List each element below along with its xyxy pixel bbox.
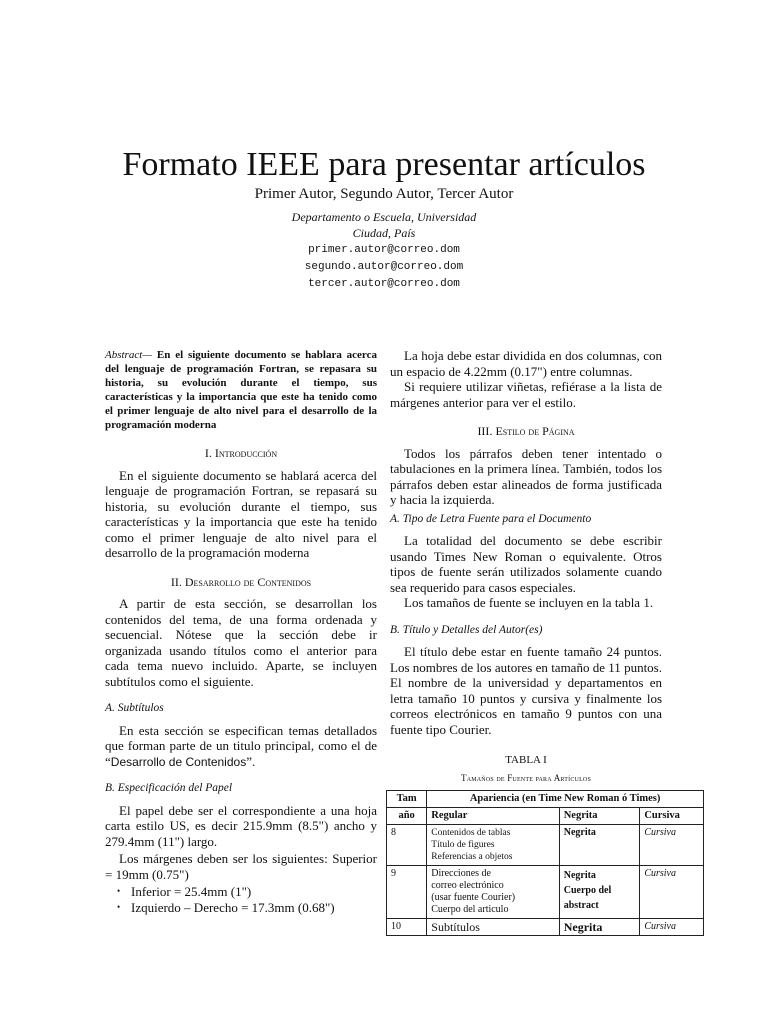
subsection-font-heading: A. Tipo de Letra Fuente para el Documento	[390, 512, 592, 525]
subsection-b-heading: B. Especificación del Papel	[105, 782, 233, 794]
department: Departamento o Escuela, Universidad	[291, 210, 477, 224]
right-column	[390, 348, 680, 936]
paragraph-bullets: Si requiere utilizar viñetas, refiérase a la lista de márgenes anterior para ver el estilo.	[390, 379, 662, 410]
subsection-a-quote: Desarrollo de Contenidos	[110, 754, 247, 769]
section-number: II.	[170, 574, 185, 589]
abstract-text: En el siguiente documento se hablara acerca del lenguaje de programación Fortran, se repasara su historia, su evolución durante el tiempo, sus características y la importancia que este ha tenido como el primer lenguaje de alto nivel para el desarrollo de la programación moderna	[105, 349, 377, 431]
cell-italic: Cursiva	[640, 919, 704, 936]
cell-bold: Negrita	[559, 919, 640, 936]
margin-top-text: Superior = 19mm (0.75")	[105, 851, 377, 882]
header-size: Tam	[387, 791, 427, 808]
list-item: • Izquierdo – Derecho = 17.3mm (0.68")	[117, 900, 377, 916]
section-2-text: A partir de esta sección, se desarrollan los contenidos del tema, de una forma ordenada y secuencial. Nótese que la sección debe ir organizada usando títulos como el anterior para cada tema nuevo incluido. Aparte, se incluyen subtítulos como el siguiente.	[105, 596, 377, 689]
margins-intro	[105, 851, 377, 882]
section-2-heading	[105, 575, 377, 591]
cell-line: Direcciones de	[431, 868, 491, 879]
cell-size: 9	[387, 866, 427, 919]
cell-italic: Cursiva	[640, 825, 704, 866]
section-number: III.	[477, 424, 496, 438]
cell-line: Cuerpo del	[563, 885, 612, 896]
subsection-a-text	[105, 723, 377, 770]
header-appearance: Apariencia (en Time New Roman ó Times)	[427, 791, 704, 808]
section-title: Introducción	[214, 446, 278, 460]
section-title: Estilo de Página	[495, 424, 575, 438]
header-bold: Negrita	[559, 808, 640, 825]
cell-regular	[427, 866, 559, 919]
affiliation	[0, 209, 768, 241]
cell-bold	[559, 866, 640, 919]
header-regular: Regular	[427, 808, 559, 825]
email-list	[0, 242, 768, 293]
cell-size: 8	[387, 825, 427, 866]
section-1-heading	[105, 446, 377, 462]
margin-list	[117, 884, 377, 915]
section-3-text: Todos los párrafos deben tener intentado o tabulaciones en la primera línea. También, todos los párrafos deben estar alineados de forma justificada y hacia la izquierda.	[390, 445, 662, 507]
margins-intro-text: Los márgenes deben ser los siguientes:	[119, 851, 328, 866]
section-number: I.	[204, 446, 215, 460]
table-row	[387, 825, 704, 866]
subsection-a-body: En esta sección se especifican temas detallados que forman parte de un titulo principal, como el de “	[105, 722, 377, 769]
subsection-a-heading: A. Subtítulos	[105, 702, 164, 714]
header-size-cont: año	[387, 808, 427, 825]
cell-italic: Cursiva	[640, 866, 704, 919]
subsection-b-text: El papel debe ser el correspondiente a una hoja carta estilo US, es decir 215.9mm (8.5") ancho y 279.4mm (11") largo.	[105, 802, 377, 849]
email-3: tercer.autor@correo.dom	[308, 278, 460, 290]
section-title: Desarrollo de Contenidos	[184, 574, 312, 589]
abstract	[105, 348, 377, 432]
cell-bold: Negrita	[559, 825, 640, 866]
email-1: primer.autor@correo.dom	[308, 244, 460, 256]
table-header-row	[387, 791, 704, 808]
subsection-font-text: La totalidad del documento se debe escribir usando Times New Roman o equivalente. Otros tipos de fuente serán utilizados solamente cuando sea requerido para casos especiales.	[390, 533, 662, 595]
cell-line: Referencias a objetos	[431, 852, 513, 862]
subsection-title-text: El título debe estar en fuente tamaño 24 puntos. Los nombres de los autores en tamaño de 11 puntos. El nombre de la universidad y departamentos en letra tamaño 10 puntos y cursiva y finalmente los correos electrónicos en tamaño 9 puntos con una fuente tipo Courier.	[390, 644, 662, 737]
left-column	[105, 348, 377, 915]
header-italic: Cursiva	[640, 808, 704, 825]
cell-line: correo electrónico	[431, 880, 504, 891]
cell-line: Contenidos de tablas	[431, 828, 511, 838]
table-row	[387, 919, 704, 936]
paragraph-columns: La hoja debe estar dividida en dos columnas, con un espacio de 4.22mm (0.17") entre columnas.	[390, 348, 662, 379]
list-item: • Inferior = 25.4mm (1")	[117, 884, 377, 900]
cell-line: Título de figures	[431, 840, 495, 850]
abstract-label: Abstract—	[105, 349, 153, 361]
cell-regular	[427, 825, 559, 866]
cell-line: abstract	[563, 900, 599, 911]
subsection-font-text-2: Los tamaños de fuente se incluyen en la tabla 1.	[404, 595, 654, 610]
cell-line: Cuerpo del articulo	[431, 904, 509, 915]
table-row	[387, 866, 704, 919]
cell-line: Negrita	[563, 870, 596, 881]
paper-title: Formato IEEE para presentar artículos	[122, 146, 646, 183]
location: Ciudad, País	[352, 226, 416, 240]
email-2: segundo.autor@correo.dom	[304, 261, 464, 273]
cell-size: 10	[387, 919, 427, 936]
cell-line: (usar fuente Courier)	[431, 892, 516, 903]
table-subheader-row	[387, 808, 704, 825]
subsection-title-heading: B. Título y Detalles del Autor(es)	[390, 623, 543, 636]
font-size-table	[386, 790, 704, 936]
section-1-text: En el siguiente documento se hablará acerca del lenguaje de programación Fortran, se repasará su historia, su evolución durante el tiempo, sus características y la importancia que este ha tenido como el primer lenguaje de alto nivel para el desarrollo de la programación moderna	[105, 467, 377, 560]
cell-regular: Subtítulos	[427, 919, 559, 936]
table-caption: TABLA I	[505, 754, 547, 766]
authors: Primer Autor, Segundo Autor, Tercer Autor	[254, 186, 514, 202]
table-subcaption: Tamaños de Fuente para Artículos	[461, 772, 591, 783]
subsection-a-end: ”.	[246, 753, 256, 769]
section-3-heading	[390, 424, 662, 440]
